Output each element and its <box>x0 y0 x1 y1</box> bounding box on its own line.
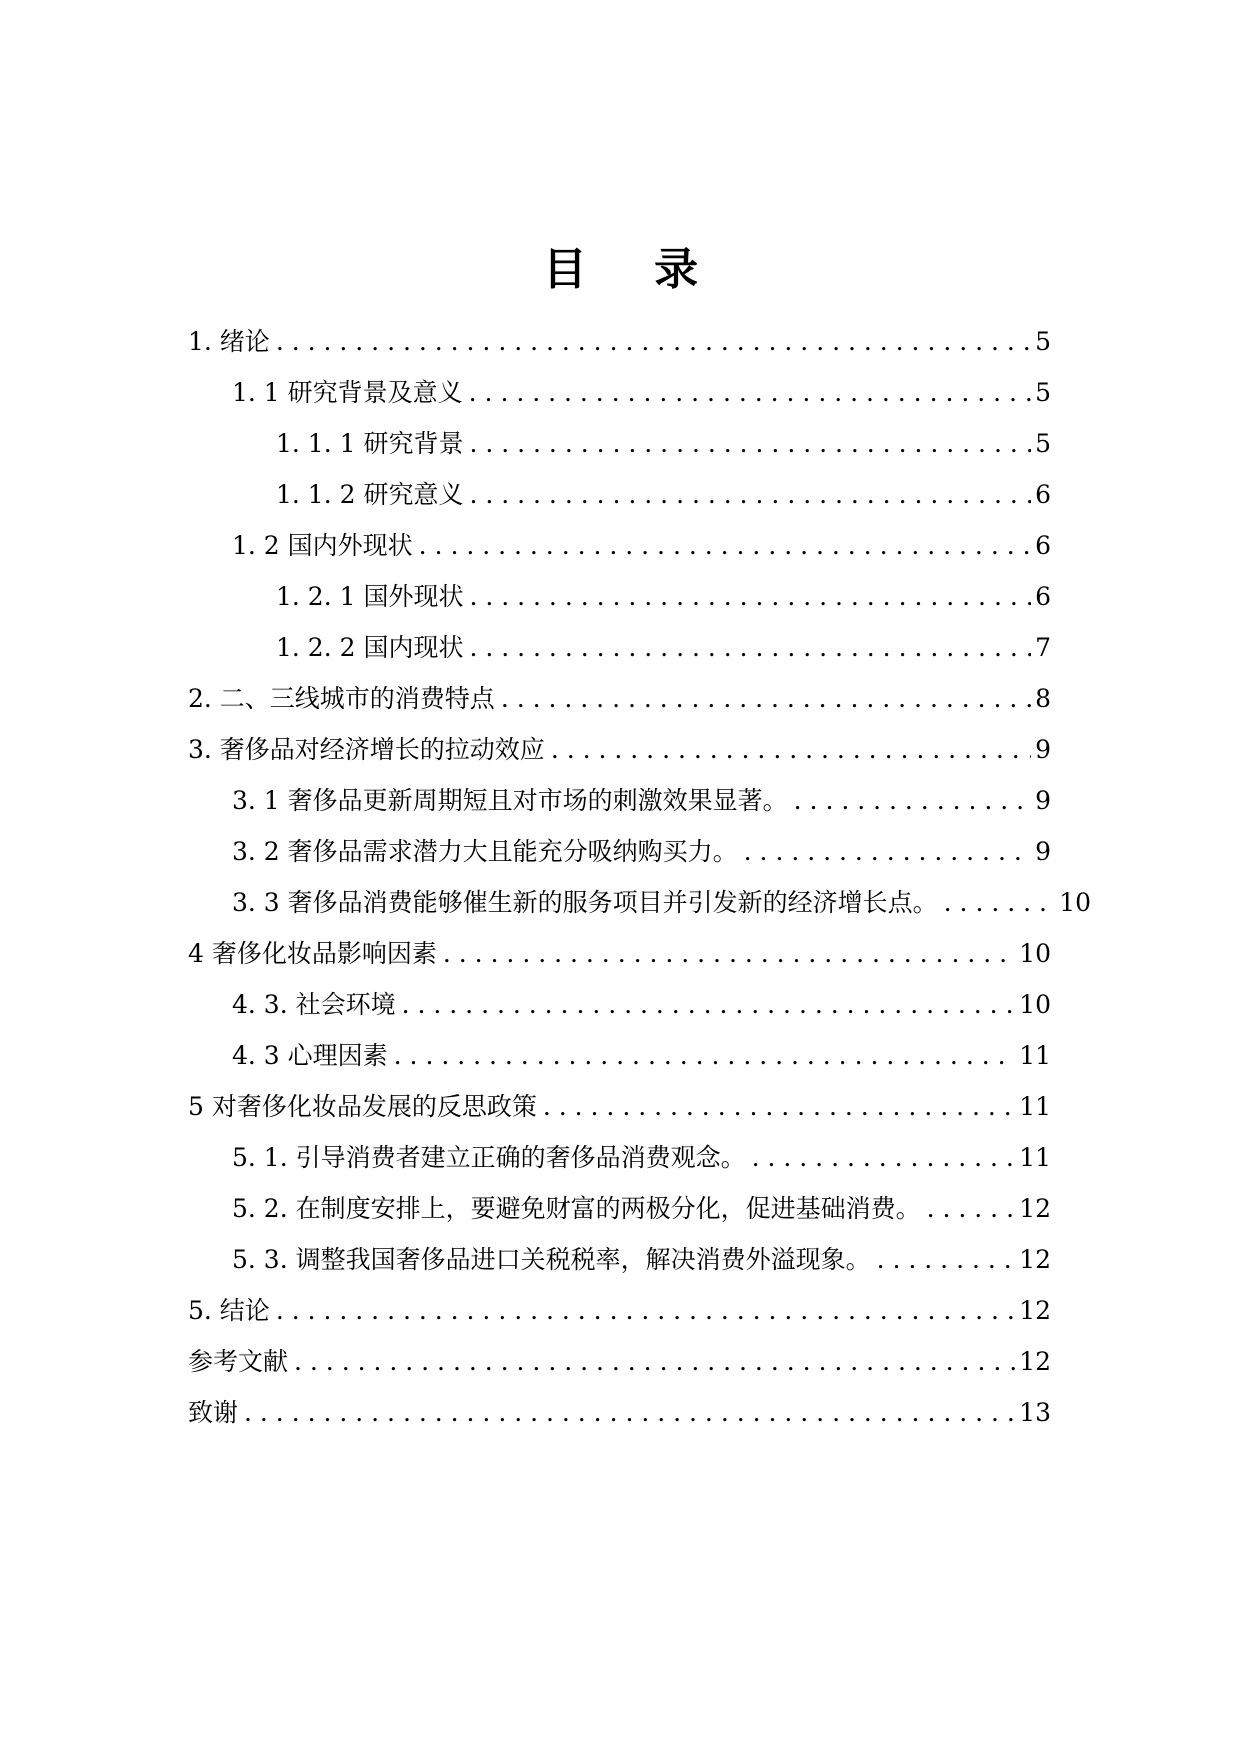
dot-leader <box>752 1138 1016 1178</box>
dot-leader <box>469 628 1031 668</box>
dot-leader <box>244 1393 1015 1433</box>
toc-entry-page: 10 <box>1059 888 1091 917</box>
toc-title: 目 录 <box>542 244 725 295</box>
toc-entry-label: 致谢 <box>188 1398 239 1427</box>
toc-entry[interactable] <box>276 628 1051 668</box>
toc-entry-label: 参考文献 <box>188 1347 289 1376</box>
toc-entry-label: 1. 1. 2 研究意义 <box>276 480 464 509</box>
toc-entry[interactable] <box>232 985 1051 1025</box>
toc-entry-page: 5 <box>1035 378 1051 407</box>
dot-leader <box>443 934 1015 974</box>
dot-leader <box>419 526 1031 566</box>
dot-leader <box>744 832 1031 872</box>
toc-entry[interactable] <box>232 883 1091 923</box>
toc-entry-label: 4 奢侈化妆品影响因素 <box>188 939 437 968</box>
toc-entry[interactable] <box>232 373 1051 413</box>
dot-leader <box>501 679 1031 719</box>
toc-entry-page: 12 <box>1019 1296 1051 1325</box>
toc-entry-page: 6 <box>1035 531 1051 560</box>
toc-entry-label: 1. 绪论 <box>188 327 270 356</box>
dot-leader <box>927 1189 1016 1229</box>
toc-entry[interactable] <box>188 730 1051 770</box>
toc-entry-label: 4. 3. 社会环境 <box>232 990 396 1019</box>
toc-entry[interactable] <box>188 1393 1051 1433</box>
toc-entry[interactable] <box>232 526 1051 566</box>
toc-entry[interactable] <box>232 832 1051 872</box>
toc-entry-label: 2. 二、三线城市的消费特点 <box>188 684 495 713</box>
toc-entry-page: 6 <box>1035 480 1051 509</box>
toc-entry-page: 9 <box>1035 786 1051 815</box>
dot-leader <box>469 577 1031 617</box>
dot-leader <box>794 781 1031 821</box>
toc-entry-page: 10 <box>1019 990 1051 1019</box>
dot-leader <box>469 475 1031 515</box>
toc-entry-label: 1. 2. 2 国内现状 <box>276 633 464 662</box>
toc-entry-label: 1. 2. 1 国外现状 <box>276 582 464 611</box>
toc-entry[interactable] <box>232 1138 1051 1178</box>
toc-entry-label: 5. 1. 引导消费者建立正确的奢侈品消费观念。 <box>232 1143 746 1172</box>
dot-leader <box>294 1342 1015 1382</box>
toc-entry[interactable] <box>232 1036 1051 1076</box>
dot-leader <box>944 883 1056 923</box>
toc-entry[interactable] <box>188 1342 1051 1382</box>
toc-entry-label: 1. 1. 1 研究背景 <box>276 429 464 458</box>
toc-entry-label: 5 对奢侈化妆品发展的反思政策 <box>188 1092 537 1121</box>
toc-entry-label: 5. 2. 在制度安排上，要避免财富的两极分化，促进基础消费。 <box>232 1194 921 1223</box>
toc-entry-label: 3. 奢侈品对经济增长的拉动效应 <box>188 735 545 764</box>
toc-entry-page: 11 <box>1019 1092 1051 1121</box>
toc-entry-page: 11 <box>1019 1143 1051 1172</box>
toc-entry-label: 5. 3. 调整我国奢侈品进口关税税率，解决消费外溢现象。 <box>232 1245 871 1274</box>
toc-entry[interactable] <box>276 577 1051 617</box>
dot-leader <box>877 1240 1016 1280</box>
toc-entry-page: 9 <box>1035 735 1051 764</box>
toc-entry-page: 5 <box>1035 429 1051 458</box>
toc-entry[interactable] <box>188 934 1051 974</box>
dot-leader <box>543 1087 1015 1127</box>
dot-leader <box>402 985 1016 1025</box>
toc-entry[interactable] <box>188 679 1051 719</box>
toc-entry-label: 1. 1 研究背景及意义 <box>232 378 463 407</box>
toc-entry[interactable] <box>232 781 1051 821</box>
toc-entry-label: 3. 3 奢侈品消费能够催生新的服务项目并引发新的经济增长点。 <box>232 888 938 917</box>
toc-entry[interactable] <box>276 475 1051 515</box>
toc-entry[interactable] <box>188 1291 1051 1331</box>
toc-entry-label: 1. 2 国内外现状 <box>232 531 413 560</box>
toc-entry[interactable] <box>188 1087 1051 1127</box>
toc-entry-page: 5 <box>1035 327 1051 356</box>
toc-entry-label: 3. 1 奢侈品更新周期短且对市场的刺激效果显著。 <box>232 786 788 815</box>
toc-entry[interactable] <box>232 1240 1051 1280</box>
dot-leader <box>469 373 1031 413</box>
toc-entry-page: 10 <box>1019 939 1051 968</box>
toc-entry-page: 12 <box>1019 1245 1051 1274</box>
toc-entry-page: 12 <box>1019 1194 1051 1223</box>
toc-entry-page: 8 <box>1035 684 1051 713</box>
toc-entry-label: 5. 结论 <box>188 1296 270 1325</box>
dot-leader <box>551 730 1031 770</box>
toc-entry-page: 13 <box>1019 1398 1051 1427</box>
toc-entry[interactable] <box>188 322 1051 362</box>
dot-leader <box>394 1036 1016 1076</box>
toc-entry-label: 4. 3 心理因素 <box>232 1041 388 1070</box>
toc-entry[interactable] <box>232 1189 1051 1229</box>
toc-entry[interactable] <box>276 424 1051 464</box>
dot-leader <box>469 424 1031 464</box>
toc-entry-page: 11 <box>1019 1041 1051 1070</box>
toc-entry-page: 9 <box>1035 837 1051 866</box>
dot-leader <box>276 322 1031 362</box>
toc-entry-page: 6 <box>1035 582 1051 611</box>
toc-entry-label: 3. 2 奢侈品需求潜力大且能充分吸纳购买力。 <box>232 837 738 866</box>
toc-entry-page: 12 <box>1019 1347 1051 1376</box>
toc-entry-page: 7 <box>1035 633 1051 662</box>
dot-leader <box>276 1291 1015 1331</box>
